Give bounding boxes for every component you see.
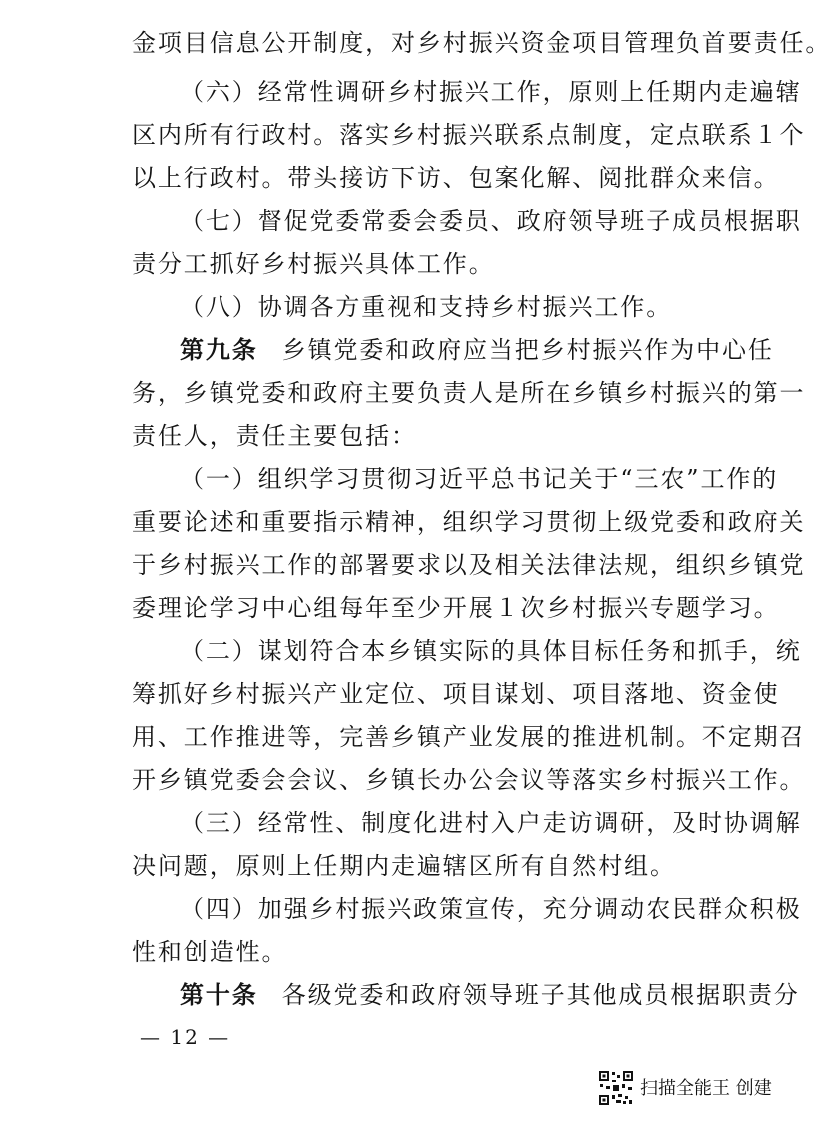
text-line: 金项目信息公开制度，对乡村振兴资金项目管理负首要责任。 — [132, 29, 831, 57]
qr-code-icon — [598, 1070, 634, 1106]
page-number: — 12 — — [140, 1025, 231, 1049]
text-line: （一）组织学习贯彻习近平总书记关于“三农”工作的 — [180, 465, 779, 493]
text-line: 以上行政村。带头接访下访、包案化解、阅批群众来信。 — [132, 164, 780, 192]
text-line: 责分工抓好乡村振兴具体工作。 — [132, 250, 495, 278]
text-line: 重要论述和重要指示精神，组织学习贯彻上级党委和政府关 — [132, 508, 806, 536]
text-line: （七）督促党委常委会委员、政府领导班子成员根据职 — [180, 207, 802, 235]
text-line: 委理论学习中心组每年至少开展１次乡村振兴专题学习。 — [132, 594, 780, 622]
article-10-label: 第十条 — [180, 981, 258, 1009]
article-heading-9 — [180, 335, 774, 365]
text-line: （二）谋划符合本乡镇实际的具体目标任务和抓手，统 — [180, 637, 802, 665]
text-line: 用、工作推进等，完善乡镇产业发展的推进机制。不定期召 — [132, 723, 806, 751]
text-line: 区内所有行政村。落实乡村振兴联系点制度，定点联系１个 — [132, 121, 806, 149]
text-line: 乡镇党委和政府应当把乡村振兴作为中心任 — [281, 336, 774, 364]
article-9-label: 第九条 — [180, 336, 258, 364]
scanner-watermark — [598, 1070, 778, 1110]
text-line: （三）经常性、制度化进村入户走访调研，及时协调解 — [180, 809, 802, 837]
text-line: 开乡镇党委会会议、乡镇长办公会议等落实乡村振兴工作。 — [132, 766, 806, 794]
text-line: （六）经常性调研乡村振兴工作，原则上任期内走遍辖 — [180, 78, 802, 106]
text-line: 性和创造性。 — [132, 938, 288, 966]
text-line: 各级党委和政府领导班子其他成员根据职责分 — [281, 981, 800, 1009]
text-line: （四）加强乡村振兴政策宣传，充分调动农民群众积极 — [180, 895, 802, 923]
text-line: 筹抓好乡村振兴产业定位、项目谋划、项目落地、资金使 — [132, 680, 780, 708]
text-line: （八）协调各方重视和支持乡村振兴工作。 — [180, 293, 673, 321]
text-line: 责任人，责任主要包括： — [132, 422, 417, 450]
text-line: 于乡村振兴工作的部署要求以及相关法律法规，组织乡镇党 — [132, 551, 806, 579]
text-line: 决问题，原则上任期内走遍辖区所有自然村组。 — [132, 852, 676, 880]
article-heading-10 — [180, 980, 800, 1010]
text-line: 务，乡镇党委和政府主要负责人是所在乡镇乡村振兴的第一 — [132, 379, 806, 407]
watermark-text: 扫描全能王 创建 — [640, 1078, 772, 1099]
